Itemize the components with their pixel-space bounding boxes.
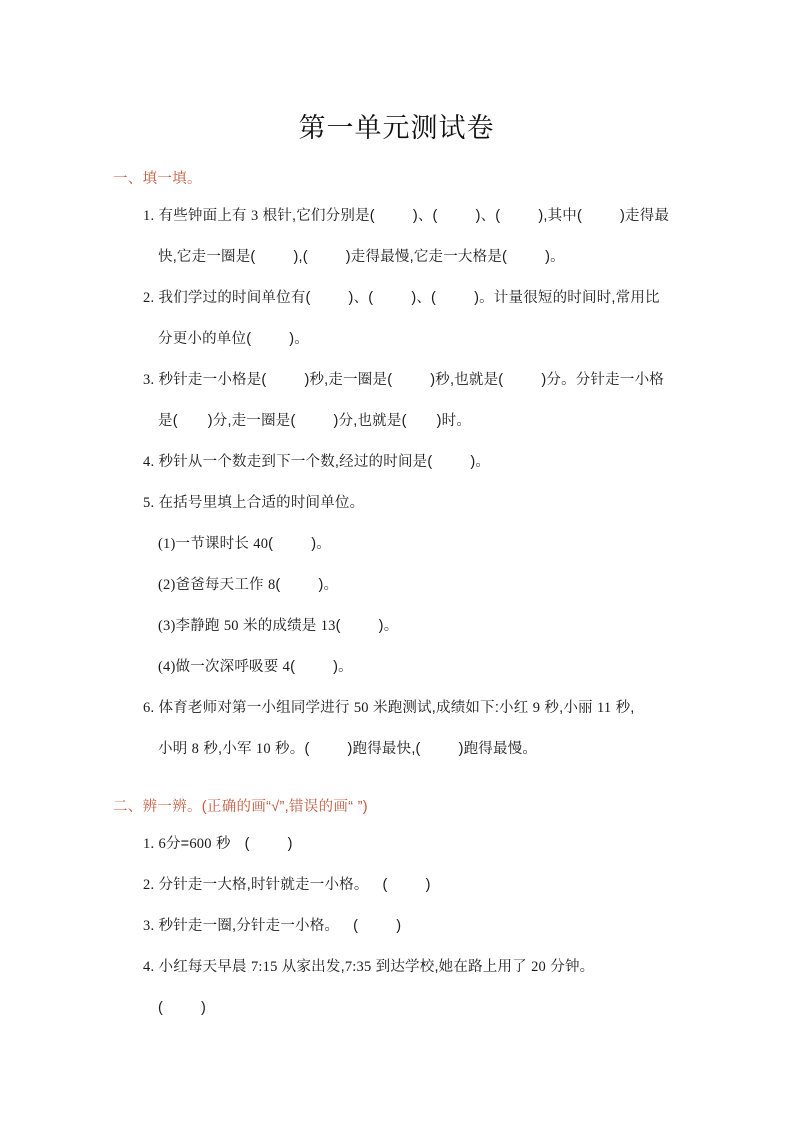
page-title: 第一单元测试卷	[298, 113, 495, 144]
subitem-value: 40	[253, 536, 269, 552]
subitem-text: )。	[378, 618, 399, 634]
subitem-value: 13	[320, 618, 336, 634]
question-value: 10	[255, 741, 271, 757]
question-text: 秒针从一个数走到下一个数,经过的时间是(	[158, 454, 433, 470]
question-text: )秒,走一圈是(	[304, 372, 393, 388]
question-text: )	[201, 1000, 207, 1016]
question-line	[143, 688, 685, 729]
question-text: )	[425, 877, 431, 893]
subitem-text: 李静跑	[175, 618, 220, 634]
question-text: )。	[470, 454, 491, 470]
question-subitem-4	[143, 647, 685, 688]
subitem-text: 做一次深呼吸要	[175, 659, 279, 675]
question-text: 秒,小军	[203, 741, 252, 757]
question-line	[143, 865, 685, 906]
question-value: 7:35	[344, 959, 372, 975]
question-text: 我们学过的时间单位有(	[158, 290, 311, 306]
question-text: )跑得最慢。	[458, 741, 538, 757]
question-subitem-1	[143, 524, 685, 565]
question-value: 6	[158, 836, 166, 852]
question-text: )跑得最快,(	[347, 741, 421, 757]
question-text: 秒。(	[275, 741, 310, 757]
question-text: 秒针走一圈,分针走一小格。	[158, 918, 340, 934]
subitem-text: 爸爸每天工作	[175, 577, 264, 593]
subitem-text: )。	[318, 577, 339, 593]
subitem-text: (	[290, 659, 296, 675]
subitem-text: 一节课时长	[175, 536, 250, 552]
question-line	[143, 278, 685, 319]
question-line	[143, 947, 685, 988]
question-text: (	[353, 918, 359, 934]
question-text: )时。	[436, 413, 472, 429]
subitem-text: (	[275, 577, 281, 593]
subitem-label: (4)	[158, 659, 176, 675]
question-text: )分,也就是(	[333, 413, 407, 429]
question-text: 快,它走一圈是(	[158, 249, 256, 265]
question-value: 7:15	[250, 959, 278, 975]
question-line	[143, 824, 685, 865]
question-text: 分针走一大格,时针就走一小格。	[158, 877, 369, 893]
question-text: )走得最	[620, 208, 670, 224]
subitem-value: 50	[223, 618, 239, 634]
question-number: 1.	[143, 208, 155, 224]
question-text: )。	[289, 331, 309, 347]
question-line	[143, 319, 685, 360]
question-value: 3	[250, 208, 259, 224]
question-line	[143, 401, 685, 442]
question-text: )。	[545, 249, 565, 265]
question-number: 4.	[143, 959, 155, 975]
question-text: 有些钟面上有	[158, 208, 247, 224]
question-number: 3.	[143, 918, 155, 934]
question-text: 秒,小丽	[544, 700, 593, 716]
question-1-5	[113, 483, 685, 688]
question-line	[143, 442, 685, 483]
question-number: 2.	[143, 290, 155, 306]
question-text: )	[396, 918, 402, 934]
question-text: 分=	[165, 836, 190, 852]
question-line	[143, 360, 685, 401]
question-number: 1.	[143, 836, 155, 852]
question-1-6	[113, 688, 685, 770]
question-1-2	[113, 278, 685, 360]
question-2-2	[113, 865, 685, 906]
question-text: (	[382, 877, 388, 893]
question-number: 5.	[143, 495, 155, 511]
question-line	[143, 988, 685, 1029]
paper-content	[113, 168, 685, 1029]
question-value: 8	[191, 741, 200, 757]
subitem-label: (2)	[158, 577, 176, 593]
question-line	[143, 483, 685, 524]
subitem-text: (	[335, 618, 341, 634]
question-text: 分更小的单位(	[158, 331, 252, 347]
question-text: )	[287, 836, 293, 852]
question-text: 小红每天早晨	[158, 959, 247, 975]
question-value: 50	[353, 700, 369, 716]
subitem-label: (1)	[158, 536, 176, 552]
question-number: 4.	[143, 454, 155, 470]
question-number: 2.	[143, 877, 155, 893]
question-value: 9	[532, 700, 541, 716]
question-text: (	[158, 1000, 164, 1016]
question-1-3	[113, 360, 685, 442]
subitem-value: 8	[267, 577, 276, 593]
subitem-label: (3)	[158, 618, 176, 634]
question-text: )、(	[475, 208, 501, 224]
question-text: 分钟。	[550, 959, 595, 975]
question-text: )分。分针走一小格	[541, 372, 664, 388]
question-text: 秒	[215, 836, 231, 852]
question-text: )、(	[348, 290, 374, 306]
question-text: )走得最慢,它走一大格是(	[345, 249, 508, 265]
question-text: )秒,也就是(	[430, 372, 504, 388]
question-text: 体育老师对第一小组同学进行	[158, 700, 350, 716]
section-heading-true-false: 二、辨一辨。(正确的画“√”,错误的画“ ”)	[113, 799, 368, 815]
question-subitem-3	[143, 606, 685, 647]
question-text: 到达学校,她在路上用了	[375, 959, 527, 975]
question-text: 小明	[158, 741, 188, 757]
subitem-text: (	[268, 536, 274, 552]
subitem-value: 4	[282, 659, 291, 675]
question-text: 是(	[158, 413, 178, 429]
question-text: )。计量很短的时间时,常用比	[474, 290, 660, 306]
question-2-3	[113, 906, 685, 947]
question-number: 3.	[143, 372, 155, 388]
question-1-4	[113, 442, 685, 483]
question-text: )、(	[411, 290, 437, 306]
question-value: 600	[189, 836, 212, 852]
question-value: 20	[531, 959, 547, 975]
question-2-1	[113, 824, 685, 865]
question-number: 6.	[143, 700, 155, 716]
question-text: 秒针走一小格是(	[158, 372, 267, 388]
question-text: 米跑测试,成绩如下:小红	[373, 700, 529, 716]
subitem-text: 米的成绩是	[243, 618, 317, 634]
section-heading-fill-in-blanks: 一、填一填。	[113, 171, 202, 187]
question-text: 秒,	[615, 700, 635, 716]
question-line	[143, 906, 685, 947]
question-text: )分,走一圈是(	[207, 413, 296, 429]
subitem-text: )。	[311, 536, 331, 552]
question-value: 11	[596, 700, 612, 716]
question-line	[143, 729, 685, 770]
question-text: 根针,它们分别是(	[262, 208, 375, 224]
question-text: 从家出发,	[281, 959, 345, 975]
question-text: 在括号里填上合适的时间单位。	[158, 495, 365, 511]
question-line	[143, 237, 685, 278]
subitem-text: )。	[333, 659, 353, 675]
question-1-1	[113, 196, 685, 278]
question-text: ),其中(	[538, 208, 583, 224]
question-text: ),(	[293, 249, 308, 265]
question-text: )、(	[412, 208, 438, 224]
question-2-4	[113, 947, 685, 1029]
question-subitem-2	[143, 565, 685, 606]
question-line	[143, 196, 685, 237]
question-text: (	[244, 836, 250, 852]
